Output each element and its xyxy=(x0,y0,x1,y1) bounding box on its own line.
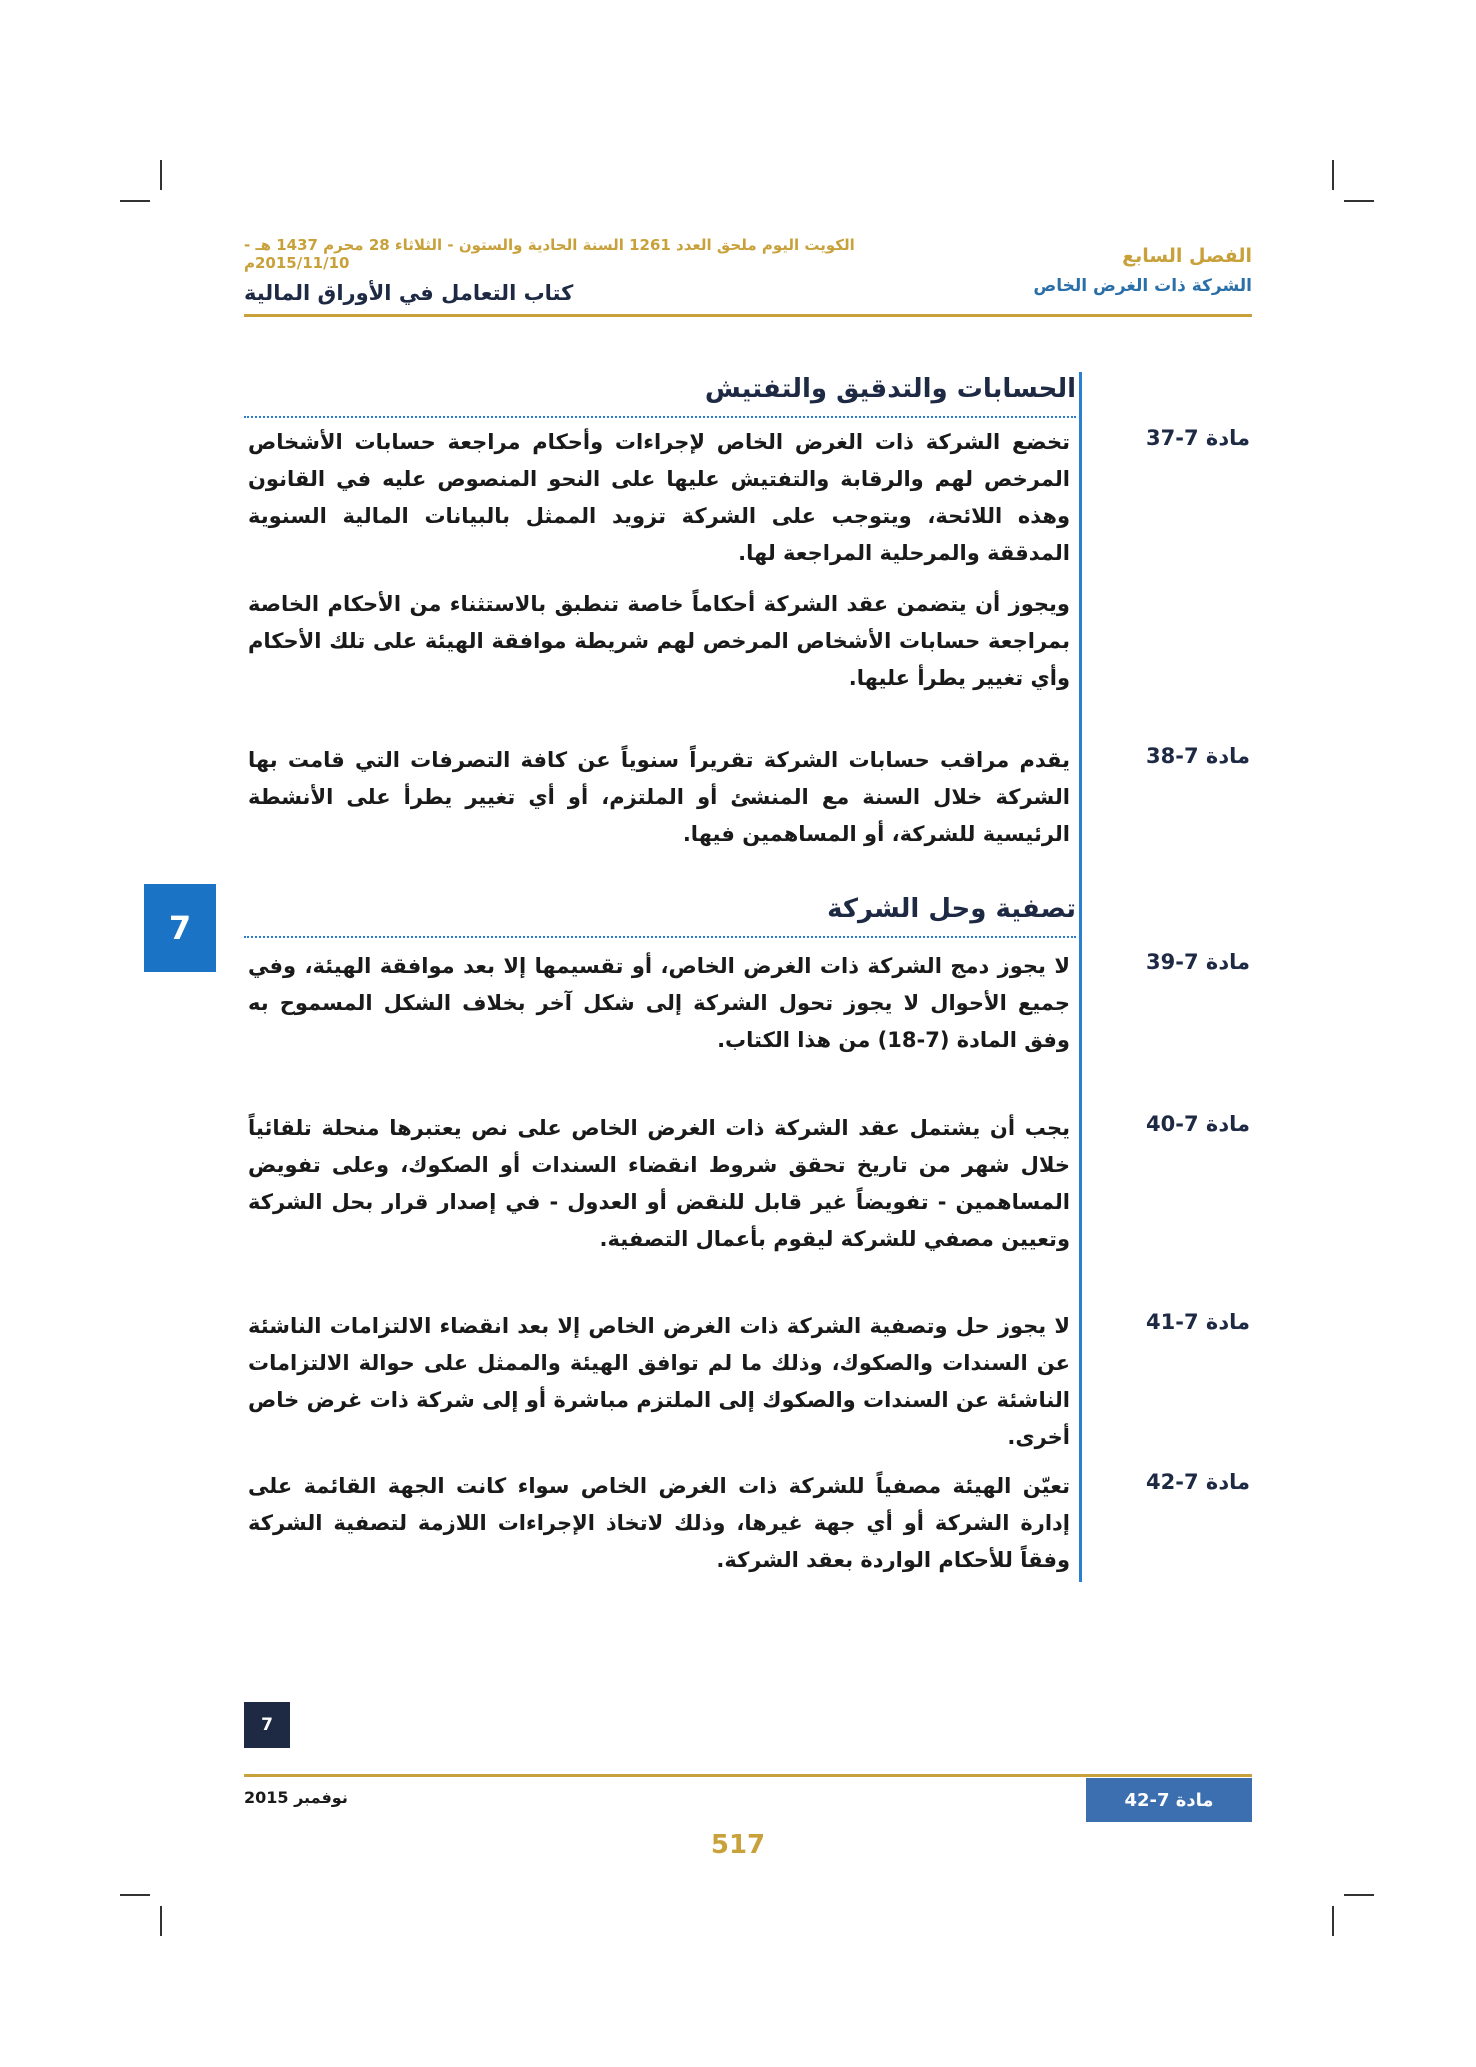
crop-mark xyxy=(120,1894,150,1896)
crop-mark xyxy=(1332,160,1334,190)
article-column-divider xyxy=(1079,372,1082,1582)
article-body xyxy=(248,742,1070,867)
article-label: مادة 7-37 xyxy=(1146,426,1250,450)
article-label: مادة 7-42 xyxy=(1146,1470,1250,1494)
chapter-number-box: 7 xyxy=(244,1702,290,1748)
subchapter-title: الشركة ذات الغرض الخاص xyxy=(1033,276,1252,296)
article-label: مادة 7-39 xyxy=(1146,950,1250,974)
article-paragraph: لا يجوز حل وتصفية الشركة ذات الغرض الخاص إلا بعد انقضاء الالتزامات الناشئة عن السندات والصكوك، وذلك ما لم توافق الهيئة والممثل على حوالة الالتزامات الناشئة عن السندات والصكوك إلى الملتزم مباشرة أو إلى شركة ذات غرض خاص أخرى. xyxy=(248,1314,1070,1449)
crop-mark xyxy=(120,200,150,202)
article-paragraph: تعيّن الهيئة مصفياً للشركة ذات الغرض الخاص سواء كانت الجهة القائمة على إدارة الشركة أو أي جهة غيرها، وذلك لاتخاذ الإجراءات اللازمة لتصفية الشركة وفقاً للأحكام الواردة بعقد الشركة. xyxy=(248,1474,1070,1572)
section-dotted-rule xyxy=(244,936,1076,938)
crop-mark xyxy=(1332,1906,1334,1936)
article-label: مادة 7-40 xyxy=(1146,1112,1250,1136)
section-title: تصفية وحل الشركة xyxy=(827,894,1076,924)
crop-mark xyxy=(1344,200,1374,202)
chapter-title: الفصل السابع xyxy=(1122,245,1252,267)
article-label: مادة 7-38 xyxy=(1146,744,1250,768)
page-number: 517 xyxy=(710,1830,766,1860)
crop-mark xyxy=(1344,1894,1374,1896)
chapter-side-tab: 7 xyxy=(144,884,216,972)
gazette-line: الكويت اليوم ملحق العدد 1261 السنة الحادية والستون - الثلاثاء 28 محرم 1437 هـ - 2015/11/10م xyxy=(244,236,855,272)
header-divider xyxy=(244,314,1252,317)
article-label: مادة 7-41 xyxy=(1146,1310,1250,1334)
article-body xyxy=(248,948,1070,1073)
article-body xyxy=(248,1308,1070,1470)
article-paragraph: لا يجوز دمج الشركة ذات الغرض الخاص، أو تقسيمها إلا بعد موافقة الهيئة، وفي جميع الأحوال لا يجوز تحول الشركة إلى شكل آخر بخلاف الشكل المسموح به وفق المادة (7-18) من هذا الكتاب. xyxy=(248,954,1070,1052)
section-dotted-rule xyxy=(244,416,1076,418)
article-paragraph: ويجوز أن يتضمن عقد الشركة أحكاماً خاصة تنطبق بالاستثناء من الأحكام الخاصة بمراجعة حسابات الأشخاص المرخص لهم شريطة موافقة الهيئة على تلك الأحكام وأي تغيير يطرأ عليها. xyxy=(248,592,1070,690)
article-paragraph: يقدم مراقب حسابات الشركة تقريراً سنوياً عن كافة التصرفات التي قامت بها الشركة خلال السنة مع المنشئ أو الملتزم، أو أي تغيير يطرأ على الأنشطة الرئيسية للشركة، أو المساهمين فيها. xyxy=(248,748,1070,846)
article-body xyxy=(248,1110,1070,1272)
book-title: كتاب التعامل في الأوراق المالية xyxy=(244,281,574,305)
article-body xyxy=(248,424,1070,711)
article-paragraph: تخضع الشركة ذات الغرض الخاص لإجراءات وأحكام مراجعة حسابات الأشخاص المرخص لهم والرقابة والتفتيش عليها على النحو المنصوص عليه في القانون وهذه اللائحة، ويتوجب على الشركة تزويد الممثل بالبيانات المالية السنوية المدققة والمرحلية المراجعة لها. xyxy=(248,430,1070,565)
crop-mark xyxy=(160,1906,162,1936)
footer-article-ref: مادة 7-42 xyxy=(1086,1778,1252,1822)
crop-mark xyxy=(160,160,162,190)
footer-date: نوفمبر 2015 xyxy=(244,1788,348,1807)
article-body xyxy=(248,1468,1070,1593)
section-title: الحسابات والتدقيق والتفتيش xyxy=(704,374,1076,404)
footer-divider xyxy=(244,1774,1252,1777)
article-paragraph: يجب أن يشتمل عقد الشركة ذات الغرض الخاص على نص يعتبرها منحلة تلقائياً خلال شهر من تاريخ تحقق شروط انقضاء السندات أو الصكوك، وعلى تفويض المساهمين - تفويضاً غير قابل للنقض أو العدول - في إصدار قرار بحل الشركة وتعيين مصفي للشركة ليقوم بأعمال التصفية. xyxy=(248,1116,1070,1251)
